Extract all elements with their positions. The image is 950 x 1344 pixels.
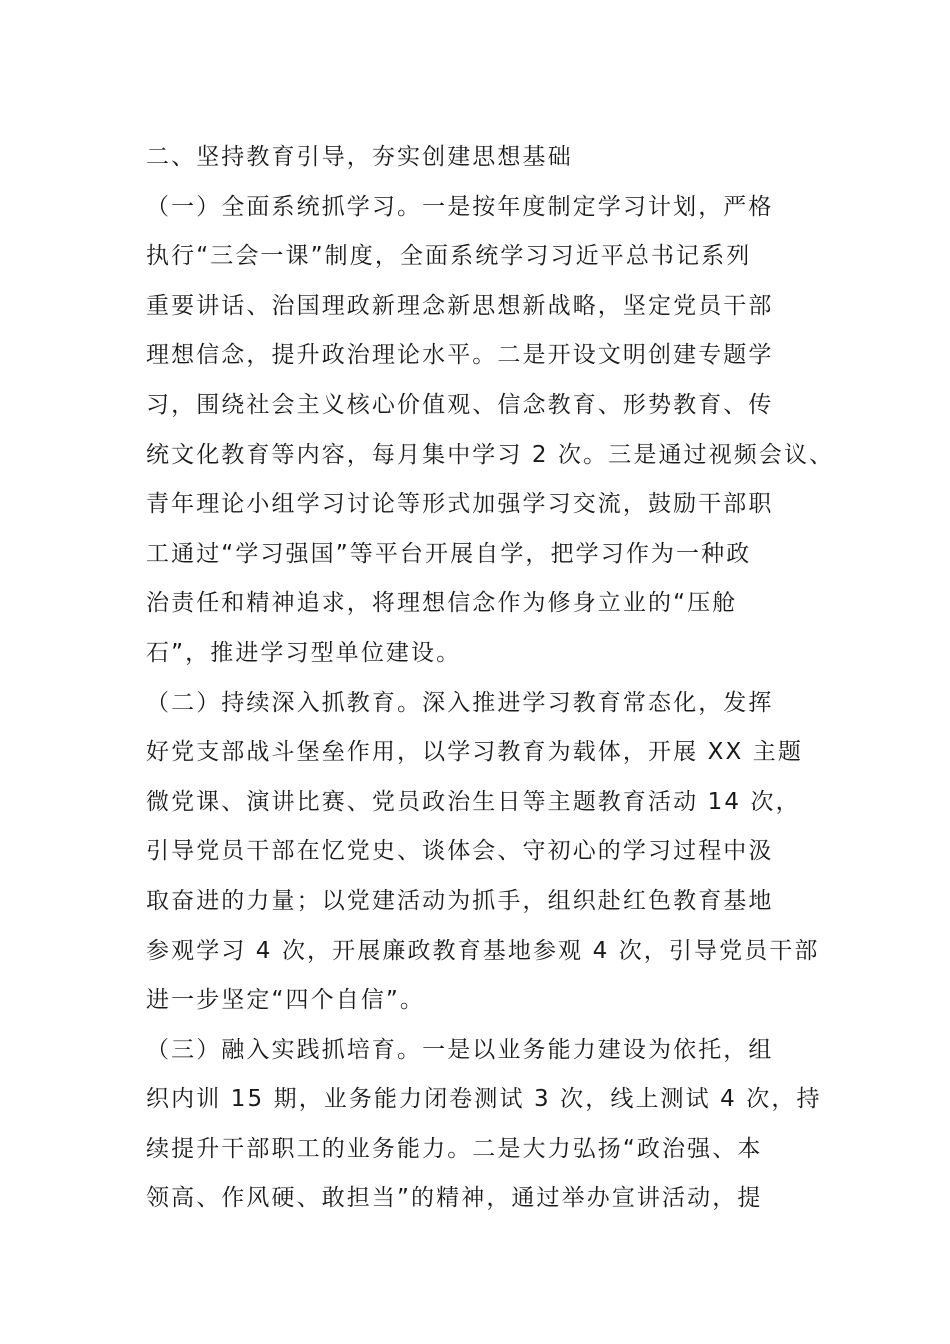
paragraph-line: 习，围绕社会主义核心价值观、信念教育、形势教育、传: [146, 391, 774, 418]
paragraph-line: 领高、作风硬、敢担当”的精神，通过举办宣讲活动，提: [146, 1185, 763, 1212]
paragraph-line: 执行“三会一课”制度，全面系统学习习近平总书记系列: [146, 243, 752, 270]
paragraph-line: 续提升干部职工的业务能力。二是大力弘扬“政治强、本: [146, 1135, 763, 1162]
paragraph-line: 理想信念，提升政治理论水平。二是开设文明创建专题学: [146, 342, 774, 369]
paragraph-line: （三）融入实践抓培育。一是以业务能力建设为依托，组: [146, 1036, 774, 1063]
paragraph-line: 取奋进的力量；以党建活动为抓手，组织赴红色教育基地: [146, 887, 774, 914]
section-heading: 二、坚持教育引导，夯实创建思想基础: [146, 144, 573, 170]
paragraph-line: 治责任和精神追求，将理想信念作为修身立业的“压舱: [146, 590, 738, 617]
paragraph-1: [146, 183, 835, 679]
paragraph-line: 微党课、演讲比赛、党员政治生日等主题教育活动 14 次，: [146, 788, 801, 815]
paragraph-line: （一）全面系统抓学习。一是按年度制定学习计划，严格: [146, 193, 774, 220]
paragraph-line: 青年理论小组学习讨论等形式加强学习交流，鼓励干部职: [146, 491, 774, 518]
paragraph-line: 重要讲话、治国理政新理念新思想新战略，坚定党员干部: [146, 292, 774, 319]
paragraph-line: 统文化教育等内容，每月集中学习 2 次。三是通过视频会议、: [146, 441, 835, 468]
paragraph-line: 石”，推进学习型单位建设。: [146, 639, 462, 666]
paragraph-line: 织内训 15 期，业务能力闭卷测试 3 次，线上测试 4 次，持: [146, 1086, 822, 1113]
document-body: [146, 133, 835, 1224]
paragraph-line: 参观学习 4 次，开展廉政教育基地参观 4 次，引导党员干部: [146, 937, 820, 964]
paragraph-line: （二）持续深入抓教育。深入推进学习教育常态化，发挥: [146, 689, 774, 716]
paragraph-line: 进一步坚定“四个自信”。: [146, 987, 426, 1014]
paragraph-line: 好党支部战斗堡垒作用，以学习教育为载体，开展 XX 主题: [146, 739, 803, 766]
paragraph-line: 引导党员干部在忆党史、谈体会、守初心的学习过程中汲: [146, 838, 774, 865]
paragraph-2: [146, 679, 826, 1026]
paragraph-line: 工通过“学习强国”等平台开展自学，把学习作为一种政: [146, 540, 752, 567]
paragraph-3: [146, 1026, 826, 1224]
